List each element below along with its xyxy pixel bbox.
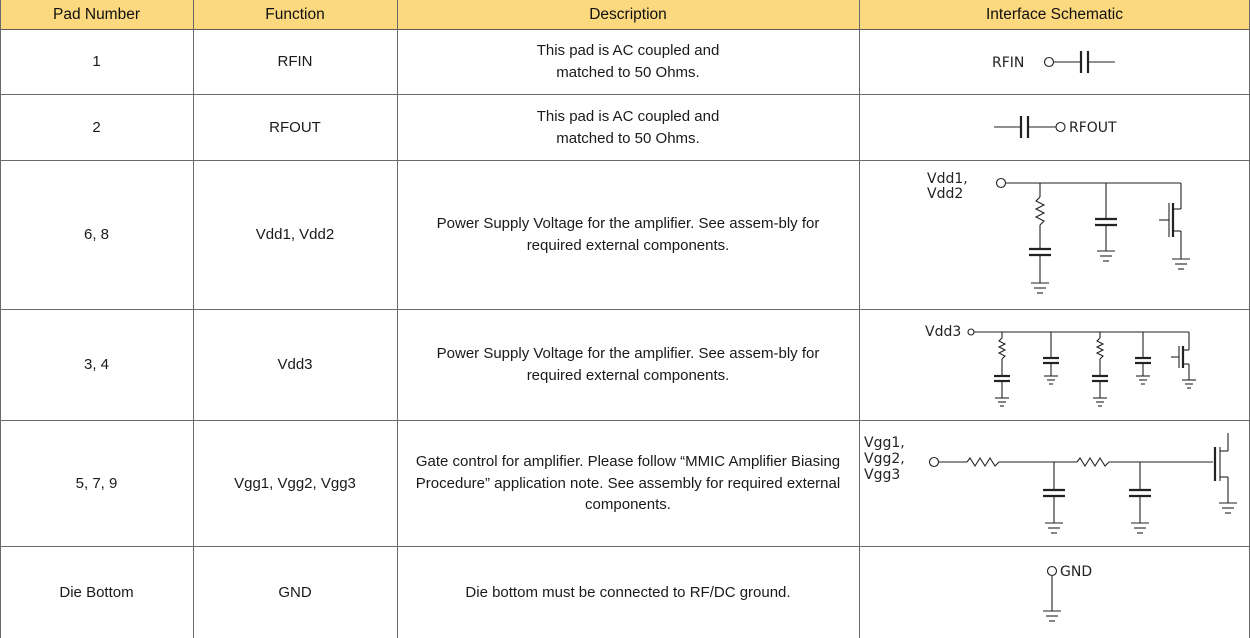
function-cell: RFOUT [269,118,321,136]
function-cell: Vdd1, Vdd2 [255,226,335,244]
column-divider [859,0,860,638]
description-cell: This pad is AC coupled and matched to 50 Ohms. [536,107,720,147]
schematic-label: GND [1060,564,1093,580]
description-cell: Gate control for amplifier. Please follow “MMIC Amplifier Biasing Procedure” application note. See assembly for required external components. [415,452,841,514]
row-divider [0,309,1250,310]
pad-number-cell: 1 [92,52,101,70]
pad-number-cell: 2 [92,118,101,136]
pad-number-cell: 3, 4 [83,356,110,374]
rfout-schematic [859,95,1250,160]
description-cell: This pad is AC coupled and matched to 50 Ohms. [536,41,720,81]
schematic-label: RFIN [992,55,1025,71]
vdd1-vdd2-schematic [859,161,1250,309]
header-function: Function [193,0,397,30]
schematic-label: Vdd1, [927,171,968,187]
schematic-label: Vdd2 [927,186,964,202]
function-cell: Vgg1, Vgg2, Vgg3 [234,474,356,492]
schematic-label: Vdd3 [925,324,962,340]
schematic-label: Vgg2, [864,451,905,467]
row-divider [0,420,1250,421]
header-interface-schematic: Interface Schematic [859,0,1250,30]
schematic-label: RFOUT [1069,120,1117,136]
row-divider [0,160,1250,161]
function-cell: RFIN [277,52,313,70]
pad-number-cell: 5, 7, 9 [75,474,118,492]
column-divider [397,0,398,638]
column-divider [0,0,1,638]
schematic-label: Vgg3 [864,467,901,483]
pad-number-cell: 6, 8 [83,226,110,244]
description-cell: Die bottom must be connected to RF/DC ground. [465,583,791,601]
description-cell: Power Supply Voltage for the amplifier. See assem-bly for required external components. [436,345,820,384]
row-divider [0,546,1250,547]
gnd-schematic [859,547,1250,638]
function-cell: Vdd3 [277,356,313,374]
pad-number-cell: Die Bottom [59,583,134,601]
description-cell: Power Supply Voltage for the amplifier. See assem-bly for required external components. [436,215,820,254]
column-divider [193,0,194,638]
header-pad-number: Pad Number [0,0,193,30]
row-divider [0,94,1250,95]
vgg-schematic [859,421,1250,546]
function-cell: GND [278,583,312,601]
rfin-schematic [859,29,1250,94]
vdd3-schematic [859,310,1250,420]
schematic-label: Vgg1, [864,435,905,451]
header-description: Description [397,0,859,30]
